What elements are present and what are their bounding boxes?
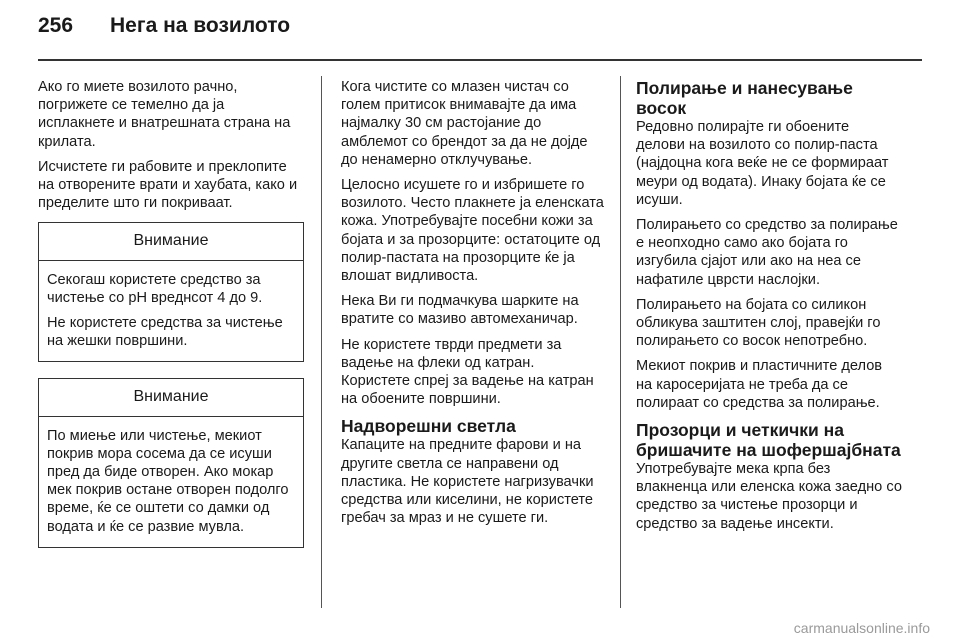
section-heading: Прозорци и четкички на бришачите на шофершајбната bbox=[636, 420, 901, 461]
paragraph: Полирањето со средство за полирање е неопходно само ако бојата го изгубила сјајот или ако на неа се нафатиле цврсти наслојки. bbox=[636, 217, 898, 288]
paragraph: Употребувајте мека крпа без влакненца или еленска кожа заедно со средство за чистење прозорци и средство за вадење инсекти. bbox=[636, 461, 902, 532]
paragraph: Не користете тврди предмети за вадење на флеки од катран. Користете спреј за вадење на катран на обоените површини. bbox=[341, 336, 594, 408]
paragraph: Ако го миете возилото рачно, погрижете се темелно да ја исплакнете и внатрешната страна на крилата. bbox=[38, 79, 291, 150]
page-header bbox=[38, 14, 290, 50]
section-heading: Полирање и нанесување восок bbox=[636, 78, 853, 118]
column-2 bbox=[341, 78, 605, 534]
paragraph: Кога чистите со млазен чистач со голем притисок внимавајте да има најмалку 30 cм растојание до амблемот со брендот за да не дојде до ненамерно отклучување. bbox=[341, 79, 588, 168]
caution-text: Секогаш користете средство за чистење со pH вреднсот 4 до 9. bbox=[47, 271, 263, 306]
caution-box bbox=[38, 378, 304, 547]
header-rule bbox=[38, 59, 922, 61]
paragraph: Исчистете ги рабовите и преклопите на отворените врати и хаубата, како и пределите што ги покриваат. bbox=[38, 158, 298, 212]
paragraph: Капаците на предните фарови и на другите светла се направени од пластика. Не користете нагризувачки средства или киселини, не користете гребач за мраз и не сушете ги. bbox=[341, 437, 594, 527]
paragraph: Целосно исушете го и избришете го возилото. Често плакнете ја еленската кожа. Употребувајте посебни кожи за бојата и за прозорците: остатоците од полир-пастата на прозорците ќе ја влошат видливоста. bbox=[341, 177, 604, 285]
paragraph: Нека Ви ги подмачкува шарките на вратите со мазиво автомеханичар. bbox=[341, 293, 579, 328]
page-title: Нега на возилото bbox=[110, 14, 291, 37]
page-number: 256 bbox=[38, 14, 74, 37]
caution-body bbox=[39, 261, 303, 362]
column-1 bbox=[38, 78, 304, 548]
caution-title: Внимание bbox=[39, 223, 303, 260]
caution-body bbox=[39, 417, 303, 547]
paragraph: Редовно полирајте ги обоените делови на возилото со полир-паста (најдоцна кога веќе не се формираат меури од водата). Инаку бојата ќе се исуши. bbox=[636, 119, 889, 208]
caution-text: Не користете средства за чистење на жешки површини. bbox=[47, 315, 283, 350]
caution-title: Внимание bbox=[39, 379, 303, 416]
paragraph: Полирањето на бојата со силикон обликува заштитен слој, правејќи го полирањето со восок непотребно. bbox=[636, 296, 881, 350]
column-divider bbox=[321, 76, 322, 608]
caution-box bbox=[38, 222, 304, 362]
paragraph: Мекиот покрив и пластичните делов на каросеријата не треба да се полираат со средства за полирање. bbox=[636, 358, 883, 411]
column-divider bbox=[620, 76, 621, 608]
caution-text: По миење или чистење, мекиот покрив мора сосема да се исуши пред да биде отворен. Ако мокар мек покрив остане отворен подолго време, ќе се оштети со дамки од водата и ќе се развие мувла. bbox=[47, 427, 289, 535]
section-heading: Надворешни светла bbox=[341, 416, 516, 437]
column-3 bbox=[636, 78, 902, 540]
watermark: carmanualsonline.info bbox=[793, 620, 930, 636]
